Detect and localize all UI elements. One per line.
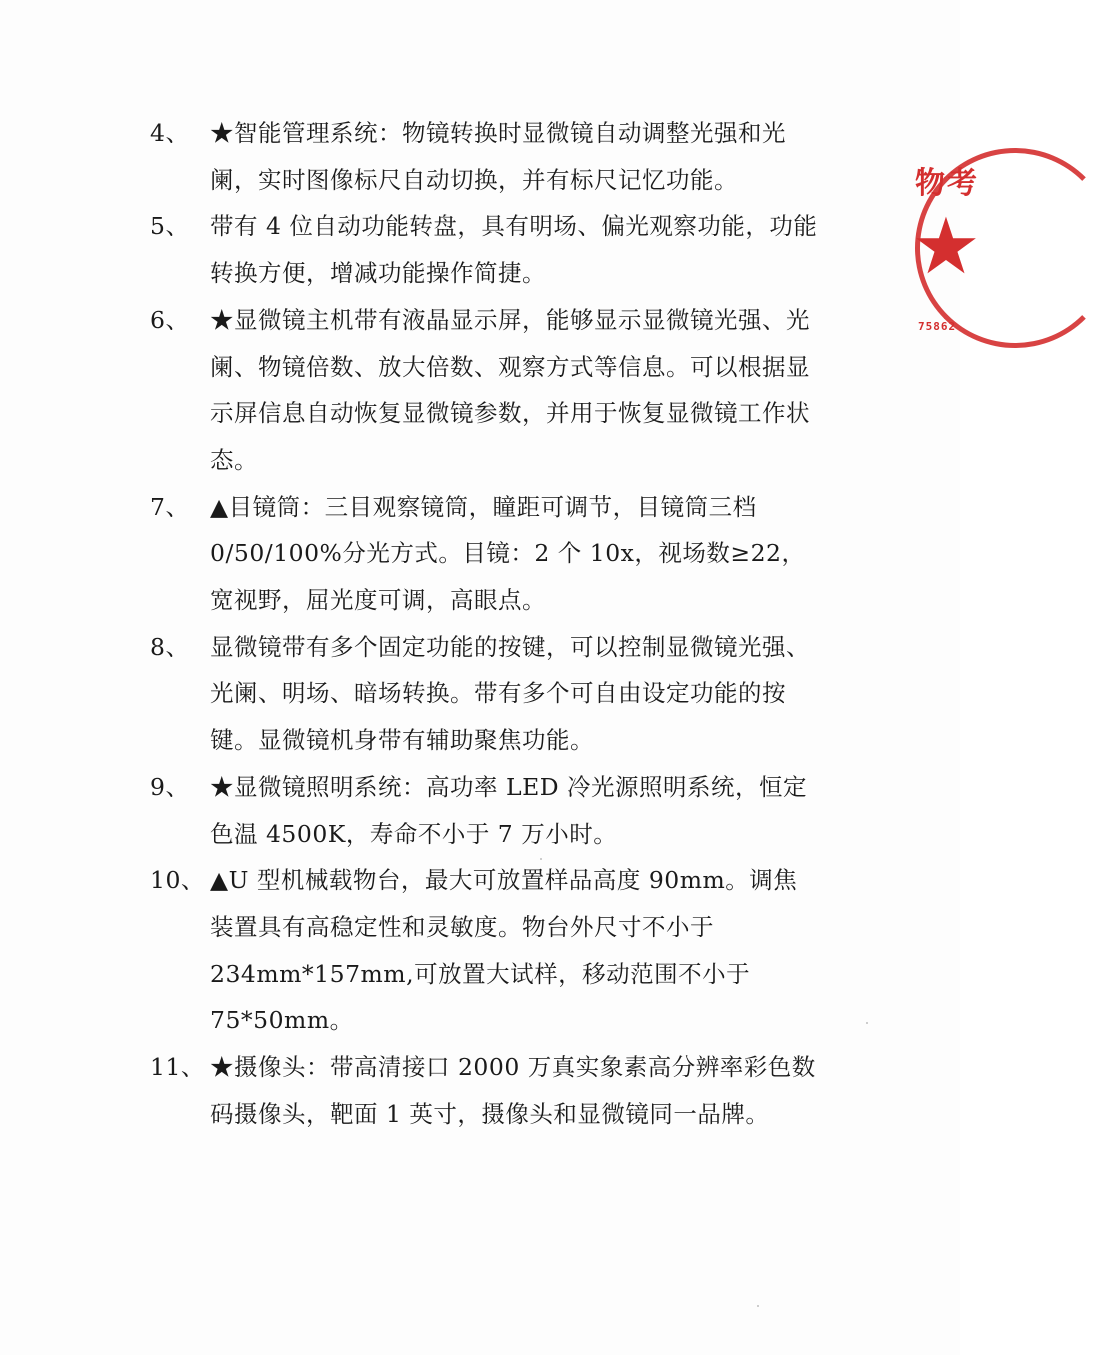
item-number: 11、 (150, 1053, 205, 1082)
scan-speck (866, 1022, 868, 1024)
official-seal (905, 140, 981, 355)
list-item (150, 203, 820, 296)
item-text: 带有 4 位自动功能转盘，具有明场、偏光观察功能，功能转换方便，增减功能操作简捷。 (210, 212, 818, 288)
item-text: ▲U 型机械载物台，最大可放置样品高度 90mm。调焦装置具有高稳定性和灵敏度。物台外尺寸不小于 234mm*157mm,可放置大试样，移动范围不小于 75*50mm。 (210, 866, 798, 1035)
list-item (150, 764, 820, 857)
item-text: ★显微镜照明系统：高功率 LED 冷光源照明系统，恒定色温 4500K，寿命不小于 7 万小时。 (210, 772, 808, 848)
list-item (150, 484, 820, 624)
spec-list (150, 110, 820, 1137)
list-item (150, 857, 820, 1044)
item-text: ★显微镜主机带有液晶显示屏，能够显示显微镜光强、光阑、物镜倍数、放大倍数、观察方式等信息。可以根据显示屏信息自动恢复显微镜参数，并用于恢复显微镜工作状态。 (210, 305, 810, 474)
item-text: ★智能管理系统：物镜转换时显微镜自动调整光强和光阑，实时图像标尺自动切换，并有标尺记忆功能。 (210, 119, 786, 194)
list-item (150, 1044, 820, 1137)
item-number: 8、 (150, 632, 190, 661)
item-text: 显微镜带有多个固定功能的按键，可以控制显微镜光强、光阑、明场、暗场转换。带有多个可自由设定功能的按键。显微镜机身带有辅助聚焦功能。 (210, 632, 810, 755)
list-item (150, 624, 820, 764)
list-item (150, 297, 820, 484)
item-number: 6、 (150, 305, 190, 334)
item-number: 10、 (150, 866, 205, 895)
list-item (150, 110, 820, 203)
item-number: 4、 (150, 119, 190, 147)
scan-speck (757, 1305, 759, 1307)
seal-text: 物考 (915, 166, 979, 201)
item-number: 5、 (150, 212, 190, 241)
item-text: ▲目镜筒：三目观察镜筒，瞳距可调节，目镜筒三档 0/50/100%分光方式。目镜：2 个 10x，视场数≥22，宽视野，屈光度可调，高眼点。 (210, 492, 806, 615)
scan-speck (540, 858, 542, 860)
item-number: 9、 (150, 772, 190, 801)
item-number: 7、 (150, 492, 190, 521)
item-text: ★摄像头：带高清接口 2000 万真实象素高分辨率彩色数码摄像头，靶面 1 英寸，摄像头和显微镜同一品牌。 (210, 1053, 816, 1128)
seal-code: 75862 (918, 320, 957, 333)
star-icon: ★ (911, 202, 981, 292)
